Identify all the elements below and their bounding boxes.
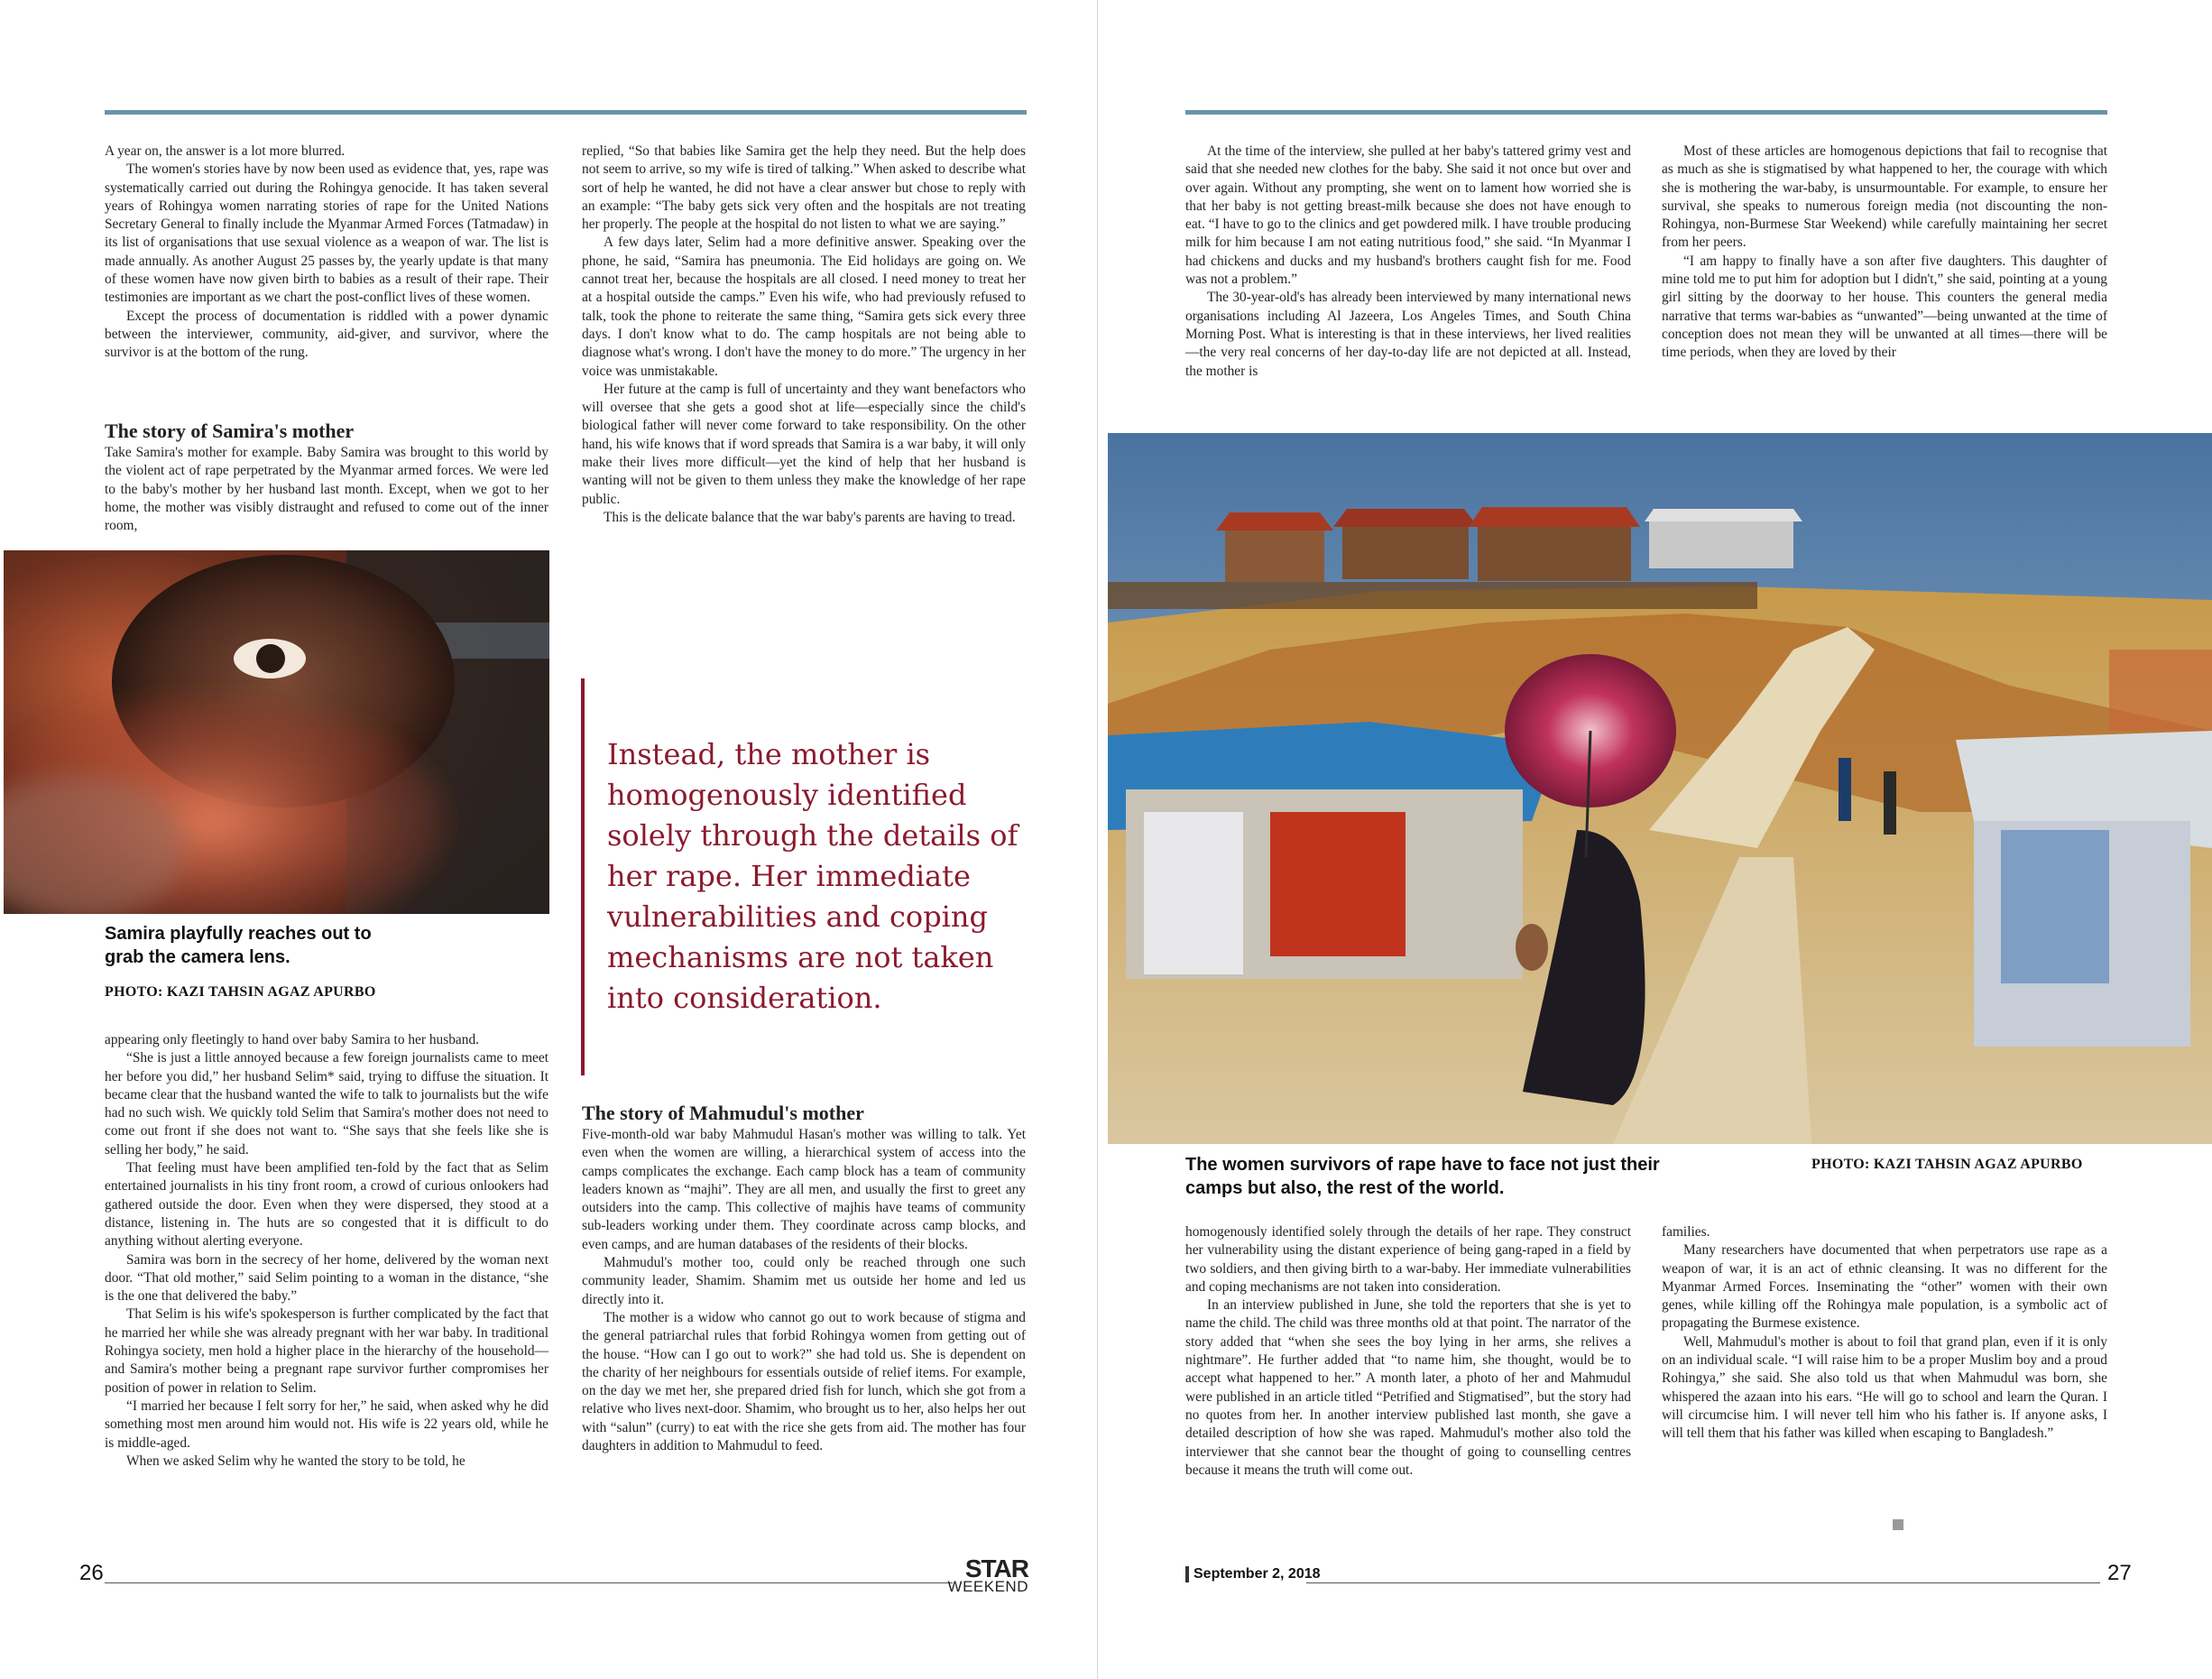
paragraph: “She is just a little annoyed because a few foreign journalists came to meet her before you did,” her husband Selim* said, trying to diffuse the situation. It became clear that the husband wanted the wife to talk to journalists but the wife had no such wish. We quickly told Selim that Samira's mother does not need to come out front if she does not want to. “She says that she feels like she is selling her body,” he said.: [105, 1050, 548, 1158]
left-col2-top: [582, 143, 1026, 527]
right-col2-top: [1662, 143, 2107, 363]
right-col1-bottom: [1185, 1223, 1631, 1480]
footer-rule-left: [105, 1582, 953, 1583]
paragraph: The mother is a widow who cannot go out to work because of stigma and the general patriarchal rules that forbid Rohingya women from getting out of the house. “How can I go out to work?” she had told us. She is dependent on the charity of her neighbours for essentials outside of relief items. For example, on the day we met her, she prepared dried fish for lunch, which she got from a relative who lives next-door. Shamim, who brought us to her, also helps her out with “salun” (curry) to eat with the rice she gets from aid. The mother has four daughters in addition to Mahmudul to feed.: [582, 1309, 1026, 1454]
photo-samira-image: [4, 550, 549, 914]
photo-camp-credit: PHOTO: KAZI TAHSIN AGAZ APURBO: [1811, 1157, 2083, 1172]
paragraph: Except the process of documentation is riddled with a power dynamic between the interviewer, community, aid-giver, and survivor, where the survivor is at the bottom of the rung.: [105, 308, 548, 361]
paragraph: This is the delicate balance that the war baby's parents are having to tread.: [604, 509, 1016, 525]
paragraph: Take Samira's mother for example. Baby Samira was brought to this world by the violent act of rape perpetrated by the Myanmar armed forces. We were led to the baby's mother by her husband last month. Except, when we got to her home, the mother was visibly distraught and refused to come out of the inner room,: [105, 445, 548, 534]
paragraph: The 30-year-old's has already been interviewed by many international news organisations including Al Jazeera, Los Angeles Times, and South China Morning Post. What is interesting is that in these interviews, her lived realities—the very real concerns of her day-to-day life are not depicted at all. Instead, the mother is: [1185, 290, 1631, 379]
paragraph: A year on, the answer is a lot more blurred.: [105, 143, 346, 159]
right-page: [1099, 0, 2212, 1679]
photo-camp-caption: The women survivors of rape have to face not just their camps but also, the rest of the world.: [1185, 1155, 1660, 1198]
subhead-mahmudul: The story of Mahmudul's mother: [582, 1102, 864, 1124]
left-col1-top: [105, 143, 548, 363]
paragraph: replied, “So that babies like Samira get the help they need. But the help does not seem to arrive, so my wife is tired of talking.” When asked to describe what sort of help he wanted, he did not have a clear answer but chose to reply with an example: “The baby gets sick very often and the hospitals are not treating her properly. The people at the hospital do not listen to what we are saying.”: [582, 143, 1026, 233]
brand-weekend: WEEKEND: [947, 1578, 1028, 1595]
left-page: [0, 0, 1098, 1679]
left-col1-bottom: [105, 1031, 548, 1471]
paragraph: A few days later, Selim had a more definitive answer. Speaking over the phone, he said, “Samira has pneumonia. The Eid holidays are going on. We cannot treat her, because the hospitals are all closed. I need money to treat her at a hospital outside the camps.” Even his wife, who had previously refused to talk, took the phone to reiterate the same thing, “Samira gets sick every three days. I don't know what to do. The camp hospitals are not being able to diagnose what's wrong. I don't have the money to do more.” The urgency in her voice was unmistakable.: [582, 235, 1026, 379]
paragraph: homogenously identified solely through the details of her rape. They construct her vulnerability using the distant experience of being gang-raped in a field by two soldiers, and then giving birth to a war-baby. Her immediate vulnerabilities and coping mechanisms are not taken into consideration.: [1185, 1224, 1631, 1295]
issue-date: September 2, 2018: [1185, 1566, 1321, 1582]
photo-samira: [4, 550, 549, 914]
left-col1-section: [105, 411, 548, 535]
brand-logo: [947, 1554, 1028, 1597]
photo-samira-caption: Samira playfully reaches out to grab the camera lens.: [105, 924, 372, 967]
paragraph: That Selim is his wife's spokesperson is further complicated by the fact that he married her while she was already pregnant with her war baby. In traditional Rohingya society, men hold a higher place in the hierarchy of the household—and Samira's mother being a pregnant rape survivor further compromises her position of power in relation to Selim.: [105, 1306, 548, 1396]
paragraph: “I married her because I felt sorry for her,” he said, when asked why he did something most men around him would not. His wife is 22 years old, while he is middle-aged.: [105, 1398, 548, 1451]
left-col1-after-sub: [105, 444, 548, 535]
subhead-samira: The story of Samira's mother: [105, 420, 355, 442]
photo-camp-image: [1108, 433, 2212, 1144]
photo-samira-credit: PHOTO: KAZI TAHSIN AGAZ APURBO: [105, 984, 376, 1000]
paragraph: At the time of the interview, she pulled at her baby's tattered grimy vest and said that she needed new clothes for the baby. She said it not once but over and over again. Without any prompting, she went on to lament how worried she is that her baby is not getting breast-milk because she does not have enough to eat. “I have to go to the clinics and get powdered milk. I have trouble producing milk for him because I am not eating nutritious food,” she said. “In Myanmar I had chickens and ducks and my husband's brothers caught fish for me. Food was not a problem.”: [1185, 143, 1631, 288]
paragraph: families.: [1662, 1224, 1710, 1240]
paragraph: In an interview published in June, she told the reporters that she is yet to name the child. The child was three months old at that point. The narrator of the story added that “when she sees the boy lying in her arms, she relives a nightmare”. He further added that “to name him, she thought, would be to accept what happened to her.” A month later, a photo of her and Mahmudul were published in an article titled “Petrified and Stigmatised”, but the story had no quotes from her. In another interview published last month, she gave a detailed description of how she was raped. Mahmudul's mother also told the interviewer that she cannot bear the thought of going to counselling centres because it means the truth will come out.: [1185, 1297, 1631, 1478]
top-rule-right: [1185, 110, 2107, 115]
pull-quote: Instead, the mother is homogenously identified solely through the details of her rape. Her immediate vulnerabilities and coping mechanisms are not taken into consideration.: [607, 737, 1018, 1015]
paragraph: Most of these articles are homogenous depictions that fail to recognise that as much as she is stigmatised by what happened to her, the courage with which she is mothering the war-baby, is unsurmountable. For example, to ensure her survival, she speaks to numerous foreign media (not discounting the non-Rohingya, non-Burmese Star Weekend) while carefully maintaining her secret from her peers.: [1662, 143, 2107, 251]
photo-camp: [1108, 433, 2212, 1144]
paragraph: Samira was born in the secrecy of her home, delivered by the woman next door. “That old mother,” said Selim pointing to a woman in the distance, “she is the one that delivered the baby.”: [105, 1251, 548, 1305]
paragraph: Her future at the camp is full of uncertainty and they want benefactors who will oversee that she gets a good shot at life—especially since the child's biological father will never come forward to take responsibility. On the other hand, his wife knows that if word spreads that Samira is a war baby, it will only make their lives more difficult—yet the kind of help that her husband is wanting will not be given to them unless they make the knowledge of her rape public.: [582, 381, 1026, 507]
page-number-left: 26: [79, 1561, 104, 1585]
end-mark: [1893, 1519, 1903, 1530]
paragraph: “I am happy to finally have a son after five daughters. This daughter of mine told me to put him for adoption but I didn't,” she said, pointing at a young girl sitting by the doorway to her house. This counters the general media narrative that terms war-babies as “unwanted”—being unwanted at the time of conception does not mean they will be unwanted at all times—there will be time periods, when they are loved by their: [1662, 253, 2107, 361]
footer-rule-right: [1306, 1582, 2100, 1583]
paragraph: Mahmudul's mother too, could only be reached through one such community leader, Shamim. Shamim met us outside her home and led us directly into it.: [582, 1255, 1026, 1307]
brand-star: STAR: [964, 1554, 1028, 1582]
paragraph: appearing only fleetingly to hand over baby Samira to her husband.: [105, 1032, 480, 1047]
page-number-right: 27: [2107, 1561, 2132, 1585]
paragraph: Many researchers have documented that when perpetrators use rape as a weapon of war, it is an act of ethnic cleansing. It was no different for the Myanmar Armed Forces. Inseminating the “other” women with their own genes, while killing off the Rohingya male population, is a symbolic act of propagating the Burmese existence.: [1662, 1242, 2107, 1332]
right-col2-bottom: [1662, 1223, 2107, 1444]
paragraph: When we asked Selim why he wanted the story to be told, he: [126, 1453, 465, 1469]
paragraph: Five-month-old war baby Mahmudul Hasan's mother was willing to talk. Yet even when the women are willing, a hierarchical system of access into the camps complicates the exchange. Each camp block has a team of community leaders known as “majhi”. They are all men, and usually the first to greet any outsiders into the camp. This collective of majhis have teams of community sub-leaders working under them. They coordinate across camp blocks, and even camps, and are human databases of the residents of their blocks.: [582, 1127, 1026, 1252]
top-rule: [105, 110, 1027, 115]
paragraph: That feeling must have been amplified ten-fold by the fact that as Selim entertained journalists in his tiny front room, a crowd of curious onlookers had gathered outside the door. Even when they were dispersed, they stood at a distance, listening in. The huts are so congested that it is difficult to do anything without alerting everyone.: [105, 1160, 548, 1250]
left-col2-bottom-section: [582, 1102, 1026, 1455]
paragraph: The women's stories have by now been used as evidence that, yes, rape was systematically carried out during the Rohingya genocide. It has taken several years of Rohingya women narrating stories of rape for the United Nations Secretary General to finally include the Myanmar Armed Forces (Tatmadaw) in its list of organisations that use sexual violence as a weapon of war. The list is made annually. As another August 25 passes by, the yearly update is that many of these women have now given birth to babies as a result of their rape. Their testimonies are important as we chart the post-conflict lives of these women.: [105, 161, 548, 306]
left-col2-bottom: [582, 1126, 1026, 1455]
pull-quote-bar: [581, 678, 585, 1075]
paragraph: Well, Mahmudul's mother is about to foil that grand plan, even if it is only on an individual scale. “I will raise him to be a proper Muslim boy and a proud Rohingya,” she said. She also told us that when Mahmudul was born, she whispered the azaan into his ears. “He will go to school and learn the Quran. I will circumcise him. I will never tell him who his father is. If anyone asks, I will tell them that his father was killed when escaping to Bangladesh.”: [1662, 1333, 2107, 1442]
right-col1-top: [1185, 143, 1631, 381]
